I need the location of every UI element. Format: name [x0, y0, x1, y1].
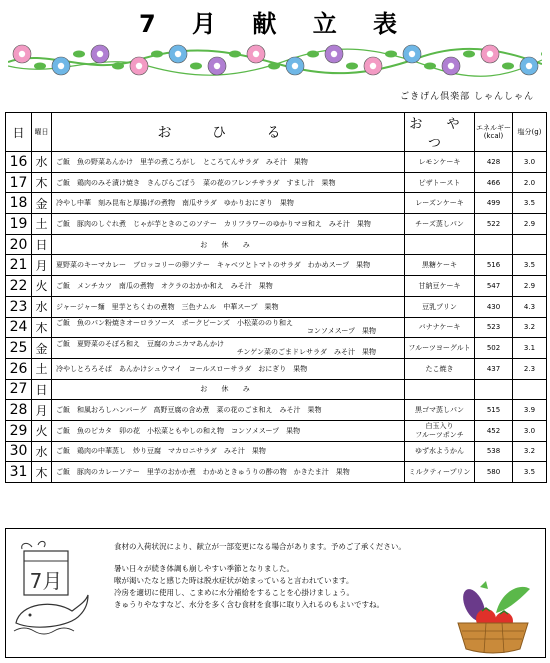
- row-energy: [475, 379, 513, 400]
- lunch-line: チンゲン菜のごまドレサラダ みそ汁 果物: [236, 348, 376, 357]
- row-weekday: 木: [32, 462, 52, 483]
- row-snack: [405, 462, 475, 483]
- row-energy: 437: [475, 358, 513, 379]
- table-row: [6, 214, 547, 235]
- row-weekday: 水: [32, 152, 52, 173]
- header-lunch: お ひ る: [52, 113, 405, 152]
- row-date: 22: [6, 276, 32, 297]
- menu-table: [5, 112, 547, 483]
- row-snack: [405, 379, 475, 400]
- row-lunch: [52, 296, 405, 317]
- row-snack: [405, 214, 475, 235]
- row-date: 28: [6, 400, 32, 421]
- row-date: 24: [6, 317, 32, 338]
- notes-box: [5, 528, 546, 658]
- header-energy-line2: (kcal): [483, 132, 504, 140]
- row-weekday: 月: [32, 255, 52, 276]
- snack-line: フルーツヨーグルト: [408, 344, 471, 353]
- row-lunch: [52, 379, 405, 400]
- header-salt: 塩分(g): [513, 113, 547, 152]
- morning-glory-garland: [8, 34, 542, 84]
- calendar-whale-icon: [10, 539, 92, 639]
- snack-line: 白玉入り: [425, 422, 454, 431]
- row-date: 23: [6, 296, 32, 317]
- row-salt: 4.3: [513, 296, 547, 317]
- snack-line: レーズンケーキ: [415, 199, 464, 208]
- organization-name: ごきげん倶楽部 しゃんしゃん: [400, 92, 534, 102]
- lunch-line: お 休 み: [200, 385, 256, 394]
- table-row: [6, 276, 547, 297]
- lunch-line: ご飯 メンチカツ 南瓜の煮物 オクラのおかか和え みそ汁 果物: [56, 281, 273, 290]
- table-row: [6, 317, 547, 338]
- table-row: [6, 400, 547, 421]
- lunch-line: ご飯 夏野菜のそぼろ和え 豆腐のカニカマあんかけ: [56, 339, 224, 348]
- morning-glory-icon: [442, 51, 475, 76]
- snack-line: ゆず水ようかん: [415, 447, 464, 456]
- row-snack: [405, 276, 475, 297]
- snack-line: 甘納豆ケーキ: [418, 281, 461, 290]
- row-lunch: [52, 152, 405, 173]
- row-weekday: 火: [32, 276, 52, 297]
- lunch-line: ご飯 豚肉のカレーソテー 里芋のおかか煮 わかめときゅうりの酢の物 かきたま汁 果物: [56, 468, 350, 477]
- row-snack: [405, 358, 475, 379]
- lunch-line: コンソメスープ 果物: [306, 327, 376, 336]
- note-line: 喉が渇いたなと感じた時は脱水症状が始まっていると言われています。: [114, 576, 354, 585]
- vegetable-basket-icon: [452, 579, 534, 655]
- row-snack: [405, 441, 475, 462]
- table-row: [6, 255, 547, 276]
- snack-line: フルーツポンチ: [415, 430, 464, 439]
- row-salt: 3.2: [513, 317, 547, 338]
- row-snack: [405, 234, 475, 255]
- row-energy: 538: [475, 441, 513, 462]
- morning-glory-icon: [247, 45, 280, 70]
- table-row: [6, 296, 547, 317]
- lunch-line: ジャージャー麺 里芋とちくわの煮物 三色ナムル 中華スープ 果物: [56, 302, 279, 311]
- snack-line: 豆乳プリン: [422, 302, 457, 311]
- row-lunch: [52, 234, 405, 255]
- row-salt: 3.5: [513, 193, 547, 214]
- row-snack: [405, 255, 475, 276]
- row-energy: 547: [475, 276, 513, 297]
- row-lunch: [52, 172, 405, 193]
- row-energy: [475, 234, 513, 255]
- morning-glory-icon: [481, 45, 514, 70]
- note-line: 暑い日々が続き体調も崩しやすい季節となりました。: [114, 564, 294, 573]
- row-energy: 466: [475, 172, 513, 193]
- row-weekday: 日: [32, 234, 52, 255]
- table-row: [6, 462, 547, 483]
- row-lunch: [52, 358, 405, 379]
- row-lunch: [52, 214, 405, 235]
- row-weekday: 水: [32, 441, 52, 462]
- row-lunch: [52, 193, 405, 214]
- row-lunch: [52, 462, 405, 483]
- row-salt: 3.0: [513, 152, 547, 173]
- row-energy: 502: [475, 338, 513, 359]
- header-day: 日: [6, 113, 32, 152]
- row-date: 17: [6, 172, 32, 193]
- row-date: 20: [6, 234, 32, 255]
- table-row: [6, 358, 547, 379]
- note-line: 食材の入荷状況により、献立が一部変更になる場合があります。予めご了承ください。: [114, 542, 406, 551]
- table-row: [6, 441, 547, 462]
- row-salt: 3.9: [513, 400, 547, 421]
- row-date: 31: [6, 462, 32, 483]
- snack-line: 黒糖ケーキ: [422, 261, 457, 270]
- row-energy: 516: [475, 255, 513, 276]
- row-energy: 499: [475, 193, 513, 214]
- row-date: 29: [6, 420, 32, 441]
- row-weekday: 金: [32, 193, 52, 214]
- row-lunch: [52, 338, 405, 359]
- row-weekday: 水: [32, 296, 52, 317]
- row-salt: 3.5: [513, 462, 547, 483]
- header-energy: [475, 113, 513, 152]
- table-row: [6, 420, 547, 441]
- lunch-line: 冷やしとろろそば あんかけシュウマイ コールスローサラダ おにぎり 果物: [56, 364, 308, 373]
- row-date: 21: [6, 255, 32, 276]
- note-line: 冷房を適切に使用し、こまめに水分補給をすることを心掛けましょう。: [114, 588, 354, 597]
- snack-line: レモンケーキ: [418, 157, 461, 166]
- row-weekday: 木: [32, 317, 52, 338]
- row-date: 25: [6, 338, 32, 359]
- row-snack: [405, 172, 475, 193]
- table-row: [6, 152, 547, 173]
- row-lunch: [52, 441, 405, 462]
- snack-line: ミルクティープリン: [408, 468, 471, 477]
- row-salt: 3.1: [513, 338, 547, 359]
- lunch-line: ご飯 豚肉のしぐれ煮 じゃが芋ときのこのソテー カリフラワーのゆかりマヨ和え みそ汁 果物: [56, 219, 371, 228]
- row-snack: [405, 193, 475, 214]
- calendar-label: 7月: [29, 569, 63, 593]
- row-snack: [405, 296, 475, 317]
- row-weekday: 土: [32, 358, 52, 379]
- lunch-line: ご飯 鶏肉のみそ漬け焼き きんぴらごぼう 菜の花のフレンチサラダ すまし汁 果物: [56, 178, 336, 187]
- morning-glory-icon: [130, 51, 163, 76]
- morning-glory-icon: [208, 51, 241, 76]
- row-energy: 580: [475, 462, 513, 483]
- row-energy: 430: [475, 296, 513, 317]
- row-lunch: [52, 255, 405, 276]
- row-salt: 2.0: [513, 172, 547, 193]
- snack-line: ピザトースト: [418, 178, 461, 187]
- lunch-line: ご飯 魚の野菜あんかけ 里芋の煮ころがし ところてんサラダ みそ汁 果物: [56, 157, 308, 166]
- table-row: [6, 338, 547, 359]
- snack-line: バナナケーキ: [418, 323, 461, 332]
- lunch-line: 夏野菜のキーマカレー ブロッコリーの卵ソテー キャベツとトマトのサラダ わかめスープ 果物: [56, 261, 371, 270]
- row-salt: 3.0: [513, 420, 547, 441]
- row-date: 19: [6, 214, 32, 235]
- header-energy-line1: エネルギー: [476, 124, 511, 132]
- table-row: [6, 234, 547, 255]
- lunch-line: ご飯 和風おろしハンバーグ 高野豆腐の含め煮 菜の花のごま和え みそ汁 果物: [56, 406, 322, 415]
- row-date: 18: [6, 193, 32, 214]
- header-snack: お や つ: [405, 113, 475, 152]
- row-salt: 2.9: [513, 276, 547, 297]
- row-weekday: 土: [32, 214, 52, 235]
- table-row: [6, 379, 547, 400]
- snack-line: たこ焼き: [425, 364, 454, 373]
- header-weekday: 曜日: [32, 113, 52, 152]
- row-energy: 522: [475, 214, 513, 235]
- row-weekday: 木: [32, 172, 52, 193]
- row-salt: [513, 379, 547, 400]
- row-snack: [405, 152, 475, 173]
- row-weekday: 火: [32, 420, 52, 441]
- row-lunch: [52, 276, 405, 297]
- row-date: 26: [6, 358, 32, 379]
- row-weekday: 日: [32, 379, 52, 400]
- note-line: きゅうりやなすなど、水分を多く含む食材を食事に取り入れるのもよいですね。: [114, 600, 384, 609]
- row-weekday: 月: [32, 400, 52, 421]
- morning-glory-icon: [169, 45, 202, 70]
- row-energy: 428: [475, 152, 513, 173]
- lunch-line: お 休 み: [200, 240, 256, 249]
- row-lunch: [52, 400, 405, 421]
- table-header-row: [6, 113, 547, 152]
- row-energy: 452: [475, 420, 513, 441]
- row-weekday: 金: [32, 338, 52, 359]
- notes-text: [114, 541, 454, 611]
- lunch-line: ご飯 鶏肉の中華蒸し 炒り豆腐 マカロニサラダ みそ汁 果物: [56, 447, 266, 456]
- morning-glory-icon: [403, 45, 436, 70]
- row-snack: [405, 317, 475, 338]
- row-lunch: [52, 420, 405, 441]
- lunch-line: ご飯 魚のパン粉焼きオーロラソース ポークビーンズ 小松菜ののり和え: [56, 318, 294, 327]
- row-snack: [405, 338, 475, 359]
- row-energy: 523: [475, 317, 513, 338]
- row-salt: [513, 234, 547, 255]
- row-snack: [405, 400, 475, 421]
- row-date: 30: [6, 441, 32, 462]
- row-lunch: [52, 317, 405, 338]
- snack-line: 黒ゴマ蒸しパン: [415, 406, 464, 415]
- table-row: [6, 193, 547, 214]
- page-title: 7 月 献 立 表: [138, 10, 412, 38]
- row-salt: 2.9: [513, 214, 547, 235]
- row-salt: 3.2: [513, 441, 547, 462]
- row-salt: 3.5: [513, 255, 547, 276]
- row-salt: 2.3: [513, 358, 547, 379]
- row-energy: 515: [475, 400, 513, 421]
- morning-glory-icon: [364, 51, 397, 76]
- table-row: [6, 172, 547, 193]
- row-snack: [405, 420, 475, 441]
- row-date: 27: [6, 379, 32, 400]
- snack-line: チーズ蒸しパン: [415, 219, 464, 228]
- lunch-line: 冷やし中華 刻み昆布と厚揚げの煮物 南瓜サラダ ゆかりおにぎり 果物: [56, 199, 294, 208]
- lunch-line: ご飯 魚のピカタ 卯の花 小松菜ともやしの和え物 コンソメスープ 果物: [56, 426, 301, 435]
- row-date: 16: [6, 152, 32, 173]
